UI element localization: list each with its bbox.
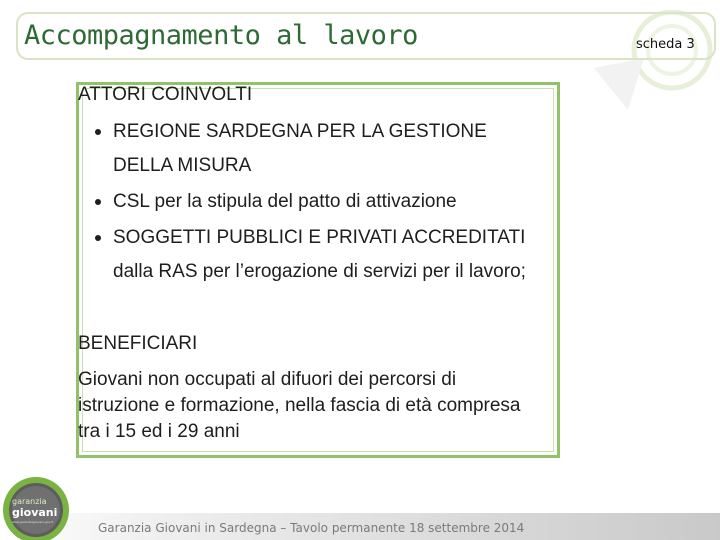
list-item-3-line1: SOGGETTI PUBBLICI E PRIVATI ACCREDITATI — [113, 227, 526, 248]
list-item-1-line2: DELLA MISURA — [113, 155, 252, 176]
footer-text: Garanzia Giovani in Sardegna – Tavolo permanente 18 settembre 2014 — [98, 521, 525, 535]
bullet — [95, 235, 101, 241]
paragraph-line-3: tra i 15 ed i 29 anni — [78, 421, 240, 442]
logo-line2: giovani — [12, 506, 58, 519]
bullet — [95, 129, 101, 135]
section-heading-beneficiari: BENEFICIARI — [78, 333, 198, 354]
list-item-3-line2: dalla RAS per l’erogazione di servizi per il lavoro; — [113, 261, 526, 282]
garanzia-giovani-logo — [0, 474, 76, 540]
list-item-1-line1: REGIONE SARDEGNA PER LA GESTIONE — [113, 121, 487, 142]
logo-line3: www.garanziagiovani.gov.it — [12, 520, 54, 524]
list-item-2-line1: CSL per la stipula del patto di attivazione — [113, 191, 457, 212]
paragraph-line-2: istruzione e formazione, nella fascia di età compresa — [78, 395, 521, 416]
logo-line1: garanzia — [12, 497, 47, 506]
page-title: Accompagnamento al lavoro — [24, 20, 418, 51]
slide-tag: scheda 3 — [636, 37, 695, 52]
section-heading-attori: ATTORI COINVOLTI — [78, 84, 253, 105]
paragraph-line-1: Giovani non occupati al difuori dei percorsi di — [78, 369, 457, 390]
bullet — [95, 199, 101, 205]
